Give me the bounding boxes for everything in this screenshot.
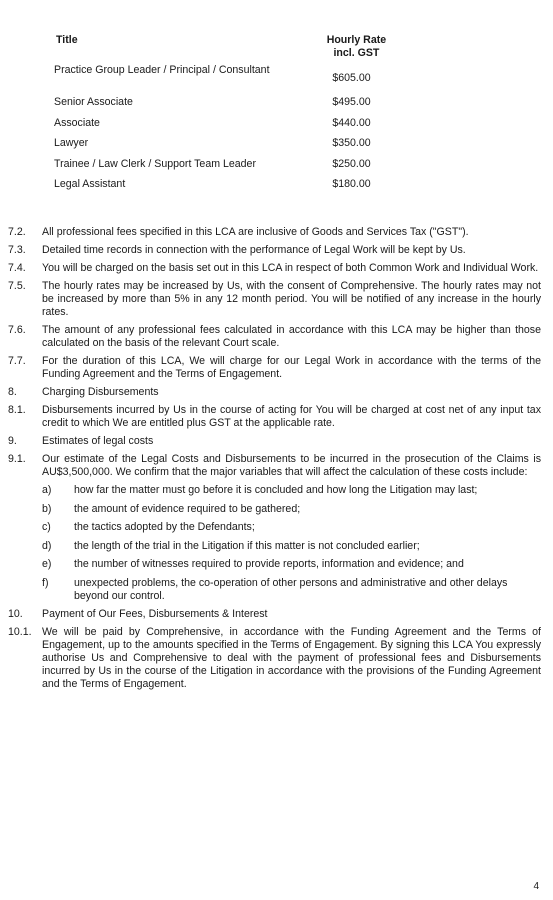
rate-table-header bbox=[52, 34, 392, 64]
clause-7-3 bbox=[8, 244, 541, 257]
clause-number: 7.3. bbox=[8, 244, 26, 256]
rate-row bbox=[52, 137, 392, 158]
role-title: Trainee / Law Clerk / Support Team Leader bbox=[54, 157, 256, 170]
item-letter: e) bbox=[42, 558, 52, 570]
rate-row bbox=[52, 64, 392, 96]
rate-column-header: Hourly Rate incl. GST bbox=[326, 34, 387, 59]
section-heading-10 bbox=[8, 608, 541, 621]
hourly-rate: $440.00 bbox=[332, 116, 371, 129]
variable-item bbox=[42, 521, 541, 534]
role-title: Senior Associate bbox=[54, 96, 133, 108]
section-number: 8. bbox=[8, 386, 17, 398]
hourly-rate-table bbox=[52, 34, 392, 199]
clause-text: Detailed time records in connection with the performance of Legal Work will be kept by Us. bbox=[42, 244, 466, 256]
clause-number: 9.1. bbox=[8, 453, 26, 465]
item-text: unexpected problems, the co-operation of other persons and administrative and other delays beyond our control. bbox=[74, 576, 508, 602]
section-title: Payment of Our Fees, Disbursements & Interest bbox=[42, 608, 268, 620]
clause-9-1 bbox=[8, 453, 541, 479]
clause-text: Our estimate of the Legal Costs and Disbursements to be incurred in the prosecution of the Claims is AU$3,500,000. We confirm that the major variables that will affect the calculation of these costs include: bbox=[42, 453, 541, 478]
role-title: Associate bbox=[54, 116, 100, 129]
hourly-rate: $180.00 bbox=[332, 178, 371, 190]
clause-text: You will be charged on the basis set out in this LCA in respect of both Common Work and Individual Work. bbox=[42, 262, 539, 274]
clause-number: 7.7. bbox=[8, 355, 26, 367]
clause-7-7 bbox=[8, 355, 541, 381]
section-number: 9. bbox=[8, 435, 17, 447]
rate-row bbox=[52, 96, 392, 117]
clause-number: 7.5. bbox=[8, 280, 26, 292]
item-text: the tactics adopted by the Defendants; bbox=[74, 521, 255, 533]
section-heading-8 bbox=[8, 386, 541, 399]
rate-row bbox=[52, 117, 392, 138]
clause-7-4 bbox=[8, 262, 541, 275]
clause-number: 7.2. bbox=[8, 226, 26, 238]
item-text: the amount of evidence required to be gathered; bbox=[74, 502, 301, 515]
item-letter: b) bbox=[42, 502, 52, 515]
clause-10-1 bbox=[8, 626, 541, 691]
rate-row bbox=[52, 158, 392, 179]
item-text: the length of the trial in the Litigation if this matter is not concluded earlier; bbox=[74, 539, 420, 552]
clause-text: The hourly rates may be increased by Us, with the consent of Comprehensive. The hourly rates may not be increased by more than 5% in any 12 month period. You will be notified of any increase in the hourly rates. bbox=[42, 280, 541, 318]
clause-7-5 bbox=[8, 280, 541, 319]
clause-number: 7.6. bbox=[8, 324, 26, 336]
clause-text: Disbursements incurred by Us in the course of acting for You will be charged at cost net of any input tax credit to which We are entitled plus GST at the applicable rate. bbox=[42, 404, 541, 429]
clause-7-2 bbox=[8, 226, 541, 239]
clause-text: For the duration of this LCA, We will charge for our Legal Work in accordance with the terms of the Funding Agreement and the Terms of Engagement. bbox=[42, 355, 541, 380]
clause-list bbox=[8, 226, 541, 696]
hourly-rate: $350.00 bbox=[332, 137, 371, 149]
variable-item bbox=[42, 577, 541, 603]
clause-number: 10.1. bbox=[8, 626, 32, 638]
section-title: Charging Disbursements bbox=[42, 386, 159, 398]
variable-item bbox=[42, 503, 541, 516]
page-number: 4 bbox=[533, 881, 539, 892]
hourly-rate: $495.00 bbox=[332, 96, 371, 108]
clause-8-1 bbox=[8, 404, 541, 430]
item-letter: a) bbox=[42, 484, 52, 496]
role-title: Legal Assistant bbox=[54, 178, 126, 190]
variable-item bbox=[42, 484, 541, 497]
section-number: 10. bbox=[8, 608, 23, 620]
clause-text: We will be paid by Comprehensive, in accordance with the Funding Agreement and the Terms of Engagement, up to the amounts specified in the Terms of Engagement. By signing this LCA You expressly authorise Us and Comprehensive to deal with the payment of professional fees and Disbursements incurred by Us in the course of the Litigation in accordance with the provisions of the Funding Agreement and the Terms of Engagement. bbox=[42, 626, 541, 690]
clause-text: The amount of any professional fees calculated in accordance with this LCA may be higher than those calculated on the basis of the relevant Court scale. bbox=[42, 324, 541, 349]
section-title: Estimates of legal costs bbox=[42, 435, 154, 447]
clause-7-6 bbox=[8, 324, 541, 350]
variable-item bbox=[42, 540, 541, 553]
clause-number: 7.4. bbox=[8, 262, 26, 274]
hourly-rate: $605.00 bbox=[332, 72, 371, 84]
variable-item bbox=[42, 558, 541, 571]
item-letter: f) bbox=[42, 576, 49, 589]
section-heading-9 bbox=[8, 435, 541, 448]
item-text: how far the matter must go before it is concluded and how long the Litigation may last; bbox=[74, 484, 478, 496]
clause-number: 8.1. bbox=[8, 404, 26, 416]
rate-row bbox=[52, 178, 392, 199]
hourly-rate: $250.00 bbox=[332, 157, 371, 170]
role-title: Lawyer bbox=[54, 137, 89, 149]
item-letter: c) bbox=[42, 521, 51, 533]
clause-text: All professional fees specified in this LCA are inclusive of Goods and Services Tax ("GST"). bbox=[42, 226, 469, 238]
item-text: the number of witnesses required to provide reports, information and evidence; and bbox=[74, 558, 464, 570]
item-letter: d) bbox=[42, 539, 52, 552]
title-column-header: Title bbox=[56, 34, 78, 46]
role-title: Practice Group Leader / Principal / Consultant bbox=[54, 64, 270, 76]
